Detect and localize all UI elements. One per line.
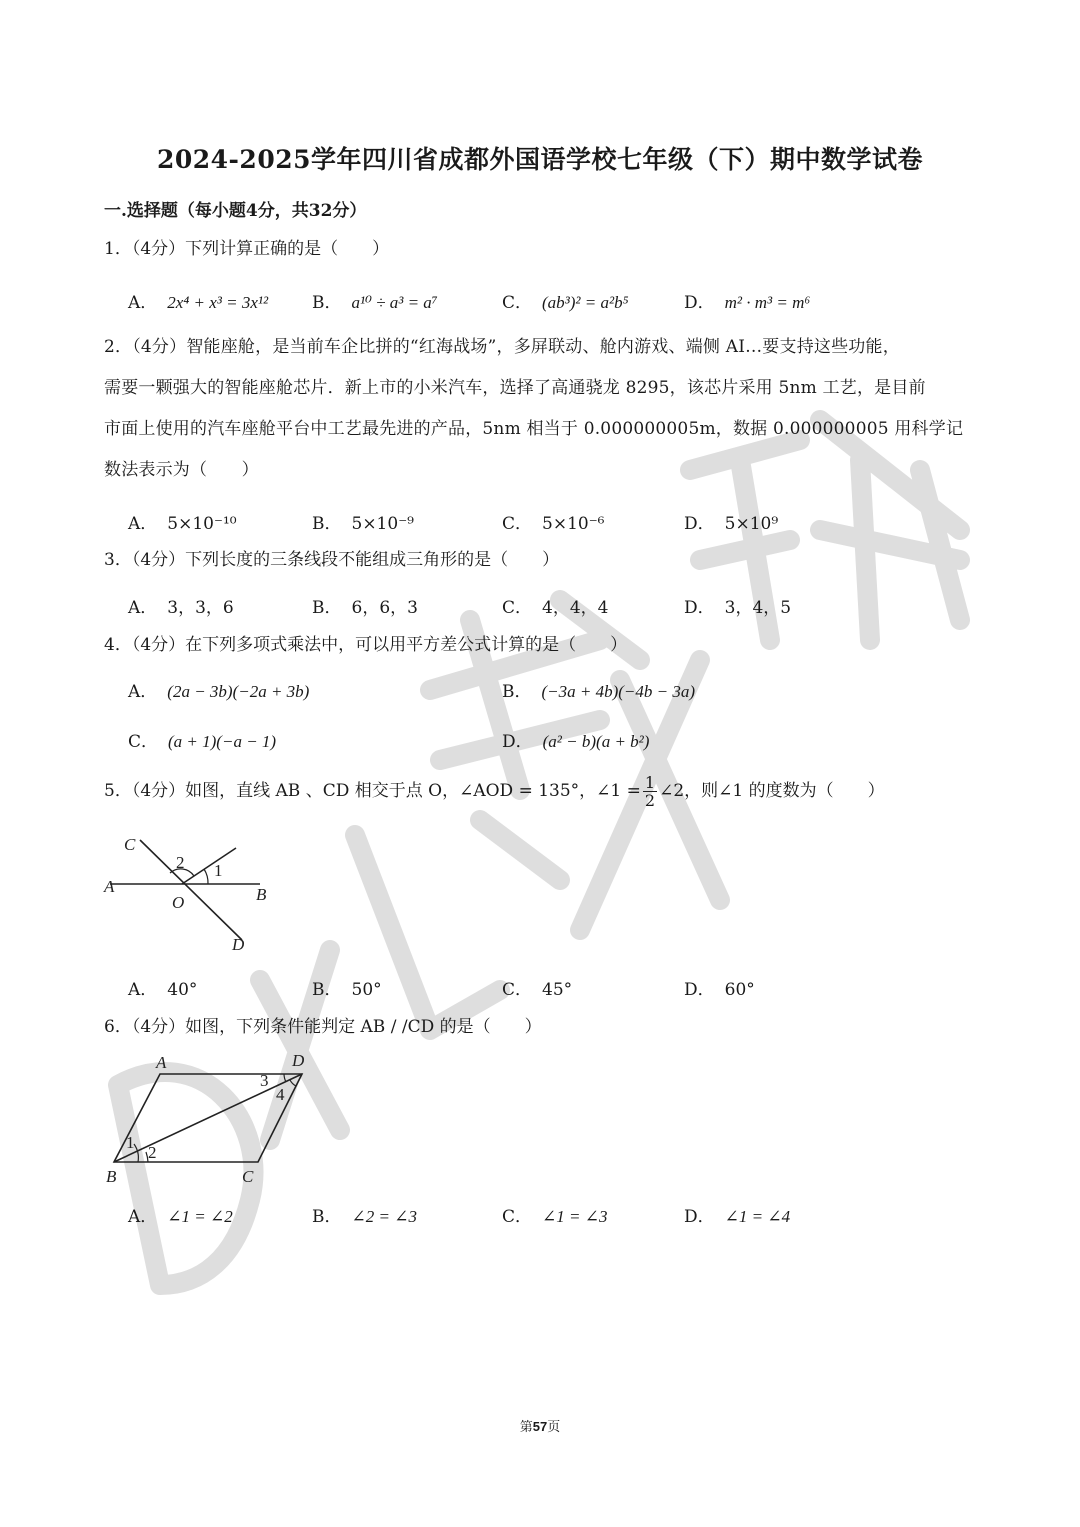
question-4-stem: 4．（4分）在下列多项式乘法中，可以用平方差公式计算的是（ ） [104, 635, 628, 655]
option-math: (a² − b)(a + b²) [542, 732, 650, 751]
q1-option-d [684, 288, 810, 313]
option-math: (a + 1)(−a − 1) [168, 732, 277, 751]
option-math: ∠2 = ∠3 [351, 1207, 417, 1226]
q3-option-d [684, 593, 791, 618]
q5-stem-part-b: ∠2，则∠1 的度数为（ ） [659, 781, 885, 801]
option-math: ∠1 = ∠2 [167, 1207, 233, 1226]
option-text: 60° [724, 980, 755, 1000]
question-5-stem [104, 774, 885, 809]
option-key: B． [502, 682, 532, 702]
label-angle-1: 1 [126, 1133, 135, 1152]
label-d: D [232, 935, 245, 954]
option-key: D． [684, 1207, 715, 1227]
fraction-numerator: 1 [644, 773, 656, 792]
q2-line-4: 数法表示为（ ） [104, 460, 259, 480]
option-key: C． [502, 598, 533, 618]
q6-option-c [502, 1202, 607, 1227]
option-math: (2a − 3b)(−2a + 3b) [167, 682, 310, 701]
option-key: B． [312, 980, 342, 1000]
option-text: 50° [351, 980, 382, 1000]
page-number-value: 57 [532, 1419, 548, 1434]
label-a: A [104, 877, 115, 896]
option-key: C． [502, 980, 533, 1000]
option-key: D． [684, 980, 715, 1000]
q1-option-c [502, 288, 629, 313]
q2-line-3: 市面上使用的汽车座舱平台中工艺最先进的产品，5nm 相当于 0.000000005m，数据 0.000000005 用科学记 [104, 419, 964, 439]
q4-option-a [128, 677, 309, 702]
one-half-fraction [643, 774, 657, 809]
angle-4-arc [290, 1080, 296, 1086]
option-key: B． [312, 514, 342, 534]
q5-option-c [502, 975, 572, 1000]
option-text: 6，6，3 [351, 598, 418, 618]
question-1-stem: 1．（4分）下列计算正确的是（ ） [104, 239, 390, 259]
q6-option-b [312, 1202, 417, 1227]
option-text: 3，3，6 [167, 598, 234, 618]
label-a: A [156, 1053, 167, 1072]
option-text: 3，4，5 [724, 598, 792, 618]
q5-option-b [312, 975, 382, 1000]
option-math: (−3a + 4b)(−4b − 3a) [541, 682, 696, 701]
option-math: 5×10⁻⁶ [542, 514, 605, 534]
option-math: 5×10⁻¹⁰ [167, 514, 237, 534]
page-number [0, 1416, 1080, 1435]
option-key: D． [684, 598, 715, 618]
option-key: A． [128, 598, 158, 618]
option-text: 40° [167, 980, 198, 1000]
page-title: 2024-2025学年四川省成都外国语学校七年级（下）期中数学试卷 [156, 145, 924, 174]
option-key: A． [128, 980, 158, 1000]
ray-oe [182, 848, 236, 884]
question-3-stem: 3．（4分）下列长度的三条线段不能组成三角形的是（ ） [104, 550, 560, 570]
option-key: A． [128, 293, 158, 313]
option-key: D． [502, 732, 533, 752]
option-key: C． [502, 514, 533, 534]
option-math: m² · m³ = m⁶ [724, 293, 811, 312]
option-text: 45° [542, 980, 573, 1000]
question-2-stem [104, 327, 984, 491]
q6-option-a [128, 1202, 233, 1227]
label-angle-1: 1 [214, 861, 223, 880]
label-c: C [124, 835, 136, 854]
option-math: (ab³)² = a²b⁵ [542, 293, 629, 312]
label-b: B [256, 885, 267, 904]
option-key: B． [312, 598, 342, 618]
option-key: D． [684, 293, 715, 313]
q3-option-c [502, 593, 608, 618]
page-number-prefix: 第 [519, 1419, 533, 1434]
label-angle-4: 4 [276, 1085, 285, 1104]
q2-line-2: 需要一颗强大的智能座舱芯片．新上市的小米汽车，选择了高通骁龙 8295，该芯片采用 5nm 工艺，是目前 [104, 378, 926, 398]
q2-line-1: 2．（4分）智能座舱，是当前车企比拼的“红海战场”，多屏联动、舱内游戏、端侧 AI…要支持这些功能， [104, 337, 900, 357]
option-key: C． [502, 293, 533, 313]
q2-option-d [684, 509, 778, 534]
option-key: A． [128, 682, 158, 702]
angle-1-arc [204, 869, 208, 884]
q4-option-b [502, 677, 695, 702]
option-key: C． [128, 732, 159, 752]
option-text: 4，4，4 [542, 598, 609, 618]
q1-option-a [128, 288, 268, 313]
q4-option-d [502, 727, 649, 752]
q3-option-b [312, 593, 418, 618]
q6-option-d [684, 1202, 790, 1227]
q2-option-c [502, 509, 605, 534]
option-key: B． [312, 1207, 342, 1227]
q5-stem-part-a: 5．（4分）如图，直线 AB 、CD 相交于点 O，∠AOD = 135°，∠1 = [104, 781, 641, 801]
option-math: ∠1 = ∠3 [542, 1207, 608, 1226]
q5-figure-intersecting-lines [100, 828, 280, 956]
q5-option-a [128, 975, 197, 1000]
q1-option-b [312, 288, 438, 313]
angle-3-arc [284, 1074, 286, 1082]
option-math: ∠1 = ∠4 [724, 1207, 791, 1226]
q2-option-a [128, 509, 237, 534]
label-d: D [292, 1051, 305, 1070]
q2-option-b [312, 509, 414, 534]
option-math: 5×10⁹ [724, 514, 779, 534]
label-b: B [106, 1167, 117, 1186]
page-number-suffix: 页 [547, 1419, 561, 1434]
q3-option-a [128, 593, 234, 618]
label-angle-2: 2 [148, 1143, 157, 1162]
q5-option-d [684, 975, 755, 1000]
option-key: A． [128, 514, 158, 534]
section-header: 一.选择题（每小题4分，共32分） [104, 201, 367, 221]
question-6-stem: 6．（4分）如图，下列条件能判定 AB / /CD 的是（ ） [104, 1017, 542, 1037]
option-key: B． [312, 293, 342, 313]
option-math: a¹⁰ ÷ a³ = a⁷ [351, 293, 438, 312]
diagonal-bd [114, 1074, 302, 1162]
option-key: C． [502, 1207, 533, 1227]
option-math: 2x⁴ + x³ = 3x¹² [167, 293, 269, 312]
fraction-denominator: 2 [644, 791, 656, 810]
label-angle-2: 2 [176, 853, 185, 872]
label-o: O [172, 893, 185, 912]
label-c: C [242, 1167, 254, 1186]
q6-figure-quadrilateral [100, 1050, 320, 1188]
label-angle-3: 3 [260, 1071, 269, 1090]
option-key: A． [128, 1207, 158, 1227]
option-key: D． [684, 514, 715, 534]
q4-option-c [128, 727, 276, 752]
option-math: 5×10⁻⁹ [351, 514, 414, 534]
